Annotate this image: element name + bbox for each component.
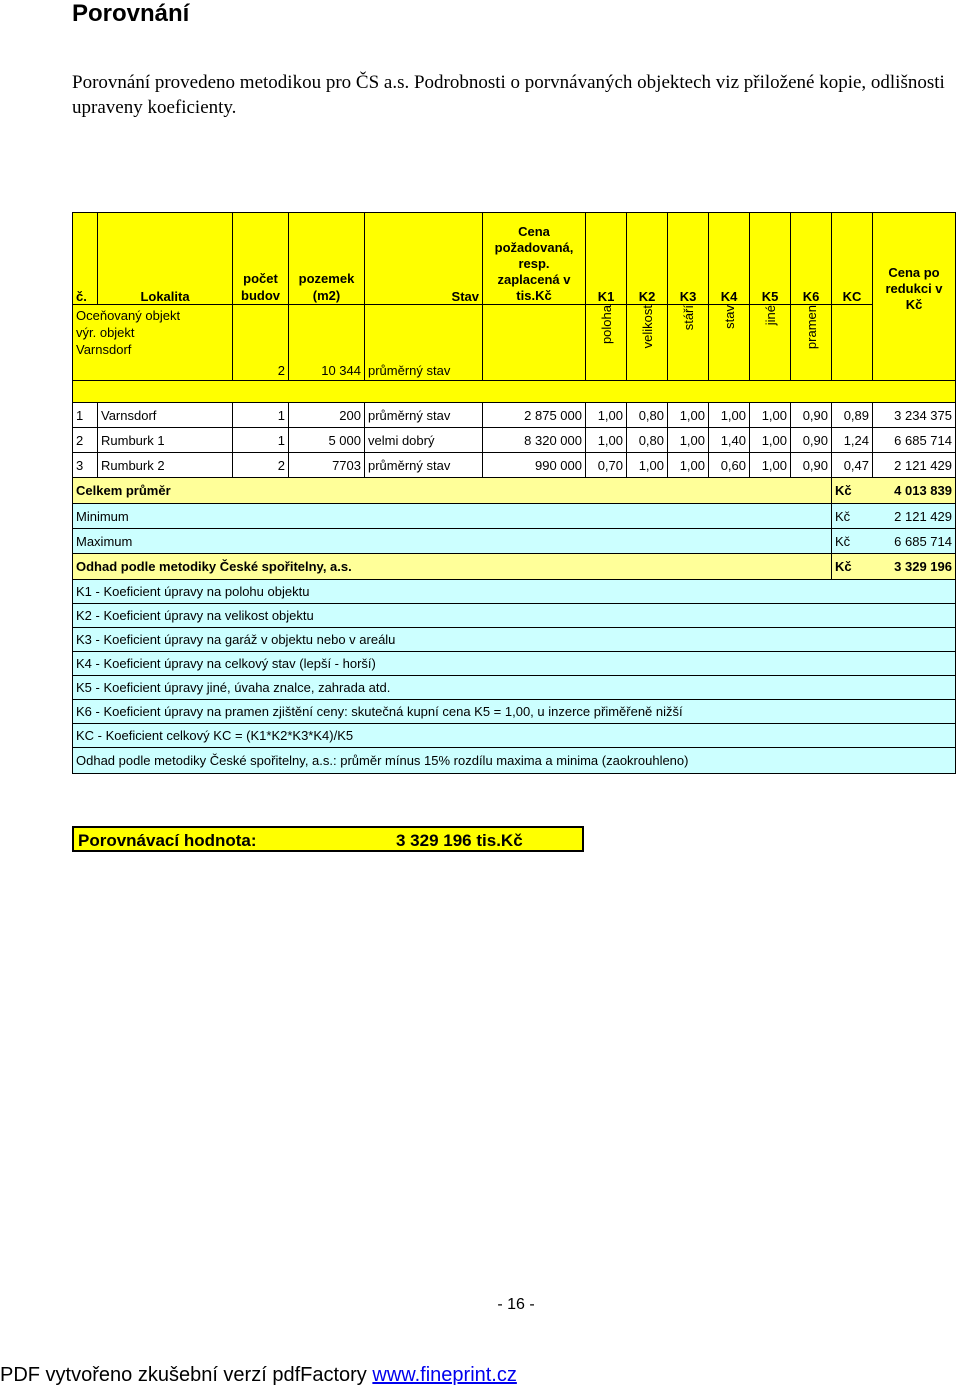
header-k1: K1 (586, 213, 627, 305)
row-cena: 2 875 000 (483, 403, 586, 428)
porovnavaci-value: 3 329 196 tis.Kč (396, 831, 523, 850)
note-k2: K2 - Koeficient úpravy na velikost objektu (73, 604, 956, 628)
summary-min-value: 2 121 429 (873, 504, 956, 529)
row-lokalita: Rumburk 2 (98, 453, 233, 478)
row-k5: 1,00 (750, 403, 791, 428)
subject-k2-label (627, 305, 668, 381)
row-stav: velmi dobrý (365, 428, 483, 453)
note-row (73, 724, 956, 748)
header-lokalita: Lokalita (98, 213, 233, 305)
header-kc: KC (832, 213, 873, 305)
subject-row (73, 305, 956, 381)
note-k1: K1 - Koeficient úpravy na polohu objektu (73, 580, 956, 604)
k1-vertical-label: poloha (598, 305, 614, 345)
subject-cena-empty (483, 305, 586, 381)
row-pozemek: 7703 (289, 453, 365, 478)
subject-k5-label (750, 305, 791, 381)
row-stav: průměrný stav (365, 403, 483, 428)
row-k4: 1,40 (709, 428, 750, 453)
table-row (73, 403, 956, 428)
note-k3: K3 - Koeficient úpravy na garáž v objektu nebo v areálu (73, 628, 956, 652)
summary-max-row (73, 529, 956, 554)
note-row (73, 700, 956, 724)
porovnavaci-hodnota-box (72, 826, 584, 852)
k5-vertical-label: jiné (762, 305, 778, 326)
row-cena: 990 000 (483, 453, 586, 478)
header-row (73, 213, 956, 305)
row-pocet: 1 (233, 403, 289, 428)
subject-lokalita: Varnsdorf (76, 342, 132, 357)
note-row (73, 652, 956, 676)
row-number: 1 (73, 403, 98, 428)
summary-celkem-value: 4 013 839 (873, 478, 956, 504)
summary-min-label: Minimum (73, 504, 832, 529)
row-pozemek: 200 (289, 403, 365, 428)
page-number: - 16 - (497, 1296, 535, 1313)
subject-label-line1: Oceňovaný objekt (76, 308, 181, 323)
row-k1: 1,00 (586, 428, 627, 453)
row-k5: 1,00 (750, 453, 791, 478)
row-number: 2 (73, 428, 98, 453)
subject-k1-label (586, 305, 627, 381)
footer (0, 1364, 517, 1387)
row-k6: 0,90 (791, 428, 832, 453)
page-title: Porovnání (72, 0, 190, 27)
summary-max-label: Maximum (73, 529, 832, 554)
row-cena-po: 2 121 429 (873, 453, 956, 478)
note-row (73, 748, 956, 774)
subject-kc-empty (832, 305, 873, 381)
row-k3: 1,00 (668, 403, 709, 428)
row-k2: 0,80 (627, 403, 668, 428)
subject-pocet: 2 (233, 305, 289, 381)
note-row (73, 604, 956, 628)
note-row (73, 676, 956, 700)
row-cena-po: 6 685 714 (873, 428, 956, 453)
k6-vertical-label: pramen (803, 305, 819, 350)
k2-vertical-label: velikost (639, 305, 655, 349)
row-kc: 1,24 (832, 428, 873, 453)
row-k6: 0,90 (791, 453, 832, 478)
header-pocet-budov: počet budov (233, 213, 289, 305)
note-k4: K4 - Koeficient úpravy na celkový stav (lepší - horší) (73, 652, 956, 676)
row-pocet: 1 (233, 428, 289, 453)
header-cena-po-redukci: Cena po redukci v Kč (873, 213, 956, 381)
row-lokalita: Varnsdorf (98, 403, 233, 428)
row-stav: průměrný stav (365, 453, 483, 478)
header-k3: K3 (668, 213, 709, 305)
row-k6: 0,90 (791, 403, 832, 428)
header-cena: Cena požadovaná, resp. zaplacená v tis.Kč (483, 213, 586, 305)
note-k6: K6 - Koeficient úpravy na pramen zjištění ceny: skutečná kupní cena K5 = 1,00, u inzerce přiměřeně nižší (73, 700, 956, 724)
row-cena-po: 3 234 375 (873, 403, 956, 428)
row-kc: 0,89 (832, 403, 873, 428)
header-k6: K6 (791, 213, 832, 305)
header-pozemek: pozemek (m2) (289, 213, 365, 305)
note-odhad: Odhad podle metodiky České spořitelny, a.s.: průměr mínus 15% rozdílu maxima a minima (zaokrouhleno) (73, 748, 956, 774)
row-k1: 1,00 (586, 403, 627, 428)
row-k5: 1,00 (750, 428, 791, 453)
footer-text: PDF vytvořeno zkušební verzí pdfFactory (0, 1364, 373, 1386)
row-number: 3 (73, 453, 98, 478)
subject-label (73, 305, 233, 381)
table-row (73, 453, 956, 478)
subject-k6-label (791, 305, 832, 381)
summary-odhad-value: 3 329 196 (873, 554, 956, 580)
header-c: č. (73, 213, 98, 305)
summary-celkem-label: Celkem průměr (73, 478, 832, 504)
header-k5: K5 (750, 213, 791, 305)
row-k1: 0,70 (586, 453, 627, 478)
row-k3: 1,00 (668, 453, 709, 478)
k4-vertical-label: stav (721, 305, 737, 329)
row-pocet: 2 (233, 453, 289, 478)
porovnavaci-label: Porovnávací hodnota: (78, 831, 257, 850)
summary-odhad-row (73, 554, 956, 580)
subject-label-line2: výr. objekt (76, 325, 135, 340)
note-row (73, 628, 956, 652)
comparison-table (72, 212, 956, 774)
spacer-cell (73, 381, 956, 403)
summary-odhad-unit: Kč (832, 554, 873, 580)
spacer-row (73, 381, 956, 403)
summary-min-row (73, 504, 956, 529)
footer-link[interactable]: www.fineprint.cz (372, 1364, 517, 1386)
row-k4: 0,60 (709, 453, 750, 478)
row-kc: 0,47 (832, 453, 873, 478)
summary-min-unit: Kč (832, 504, 873, 529)
row-k4: 1,00 (709, 403, 750, 428)
row-pozemek: 5 000 (289, 428, 365, 453)
subject-k3-label (668, 305, 709, 381)
note-k5: K5 - Koeficient úpravy jiné, úvaha znalce, zahrada atd. (73, 676, 956, 700)
row-k2: 1,00 (627, 453, 668, 478)
intro-paragraph: Porovnání provedeno metodikou pro ČS a.s. Podrobnosti o porvnávaných objektech viz přiložené kopie, odlišnosti upraveny koeficienty. (72, 72, 945, 118)
header-k4: K4 (709, 213, 750, 305)
k3-vertical-label: stáří (680, 305, 696, 331)
row-k3: 1,00 (668, 428, 709, 453)
note-kc: KC - Koeficient celkový KC = (K1*K2*K3*K4)/K5 (73, 724, 956, 748)
row-k2: 0,80 (627, 428, 668, 453)
header-k2: K2 (627, 213, 668, 305)
header-stav: Stav (365, 213, 483, 305)
table-row (73, 428, 956, 453)
note-row (73, 580, 956, 604)
row-cena: 8 320 000 (483, 428, 586, 453)
summary-celkem-row (73, 478, 956, 504)
summary-celkem-unit: Kč (832, 478, 873, 504)
row-lokalita: Rumburk 1 (98, 428, 233, 453)
summary-max-value: 6 685 714 (873, 529, 956, 554)
summary-odhad-label: Odhad podle metodiky České spořitelny, a.s. (73, 554, 832, 580)
summary-max-unit: Kč (832, 529, 873, 554)
subject-k4-label (709, 305, 750, 381)
subject-pozemek: 10 344 (289, 305, 365, 381)
subject-stav: průměrný stav (365, 305, 483, 381)
